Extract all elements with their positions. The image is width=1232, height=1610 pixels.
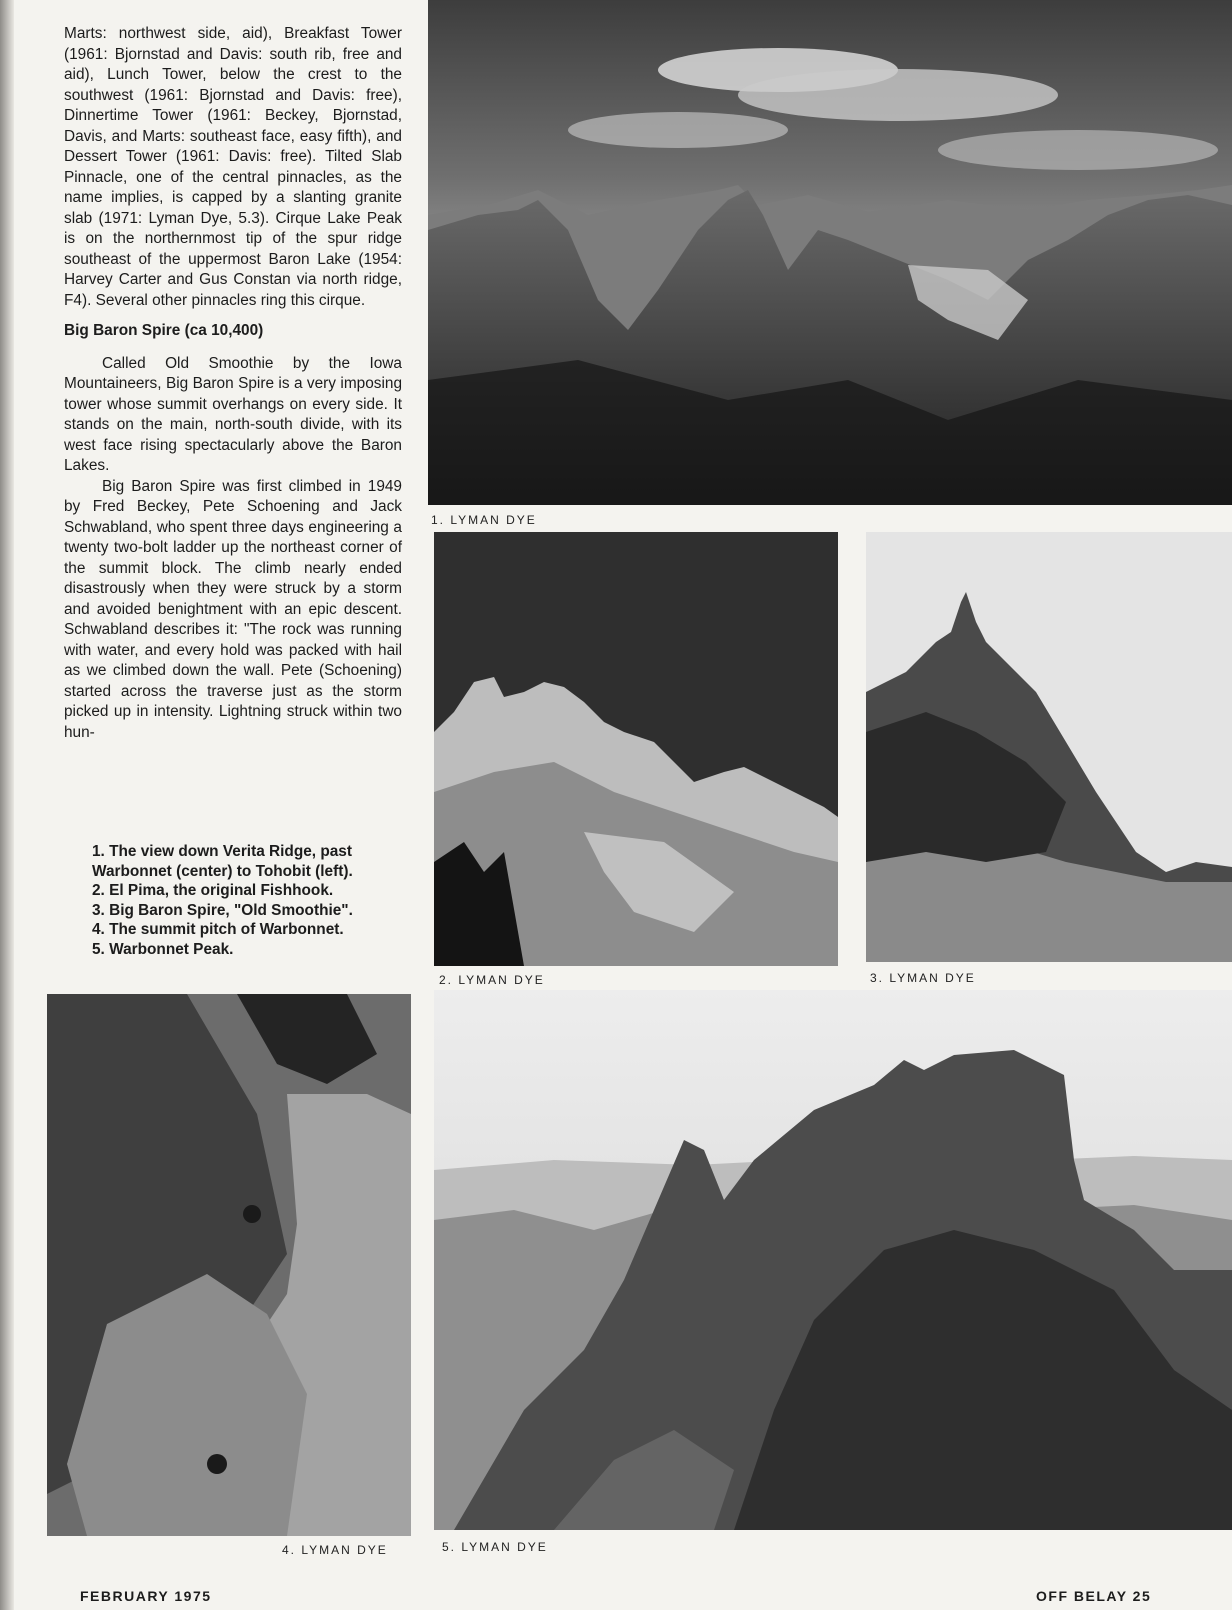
- caption-3: 3. Big Baron Spire, "Old Smoothie".: [92, 901, 353, 919]
- article-text-column: [64, 24, 402, 743]
- body-paragraph-2: Called Old Smoothie by the Iowa Mountaineers, Big Baron Spire is a very imposing tower whose summit overhangs on every side. It stands on the main, north-south divide, with its west face rising spectacularly above the Baron Lakes.: [64, 354, 402, 474]
- caption-4: 4. The summit pitch of Warbonnet.: [92, 921, 344, 938]
- photo-1-credit: 1. LYMAN DYE: [431, 513, 537, 527]
- photo-5-credit: 5. LYMAN DYE: [442, 1540, 548, 1554]
- photo-5-warbonnet-peak: [434, 990, 1232, 1530]
- footer-page-number: OFF BELAY 25: [1036, 1588, 1152, 1604]
- photo-2-el-pima: [434, 532, 838, 966]
- caption-1: 1. The view down Verita Ridge, past Warbonnet (center) to Tohobit (left).: [92, 843, 353, 880]
- section-heading: Big Baron Spire (ca 10,400): [64, 322, 264, 339]
- photo-3-credit: 3. LYMAN DYE: [870, 971, 976, 985]
- photo-2-credit: 2. LYMAN DYE: [439, 973, 545, 987]
- body-paragraph-3: Big Baron Spire was first climbed in 1949 by Fred Beckey, Pete Schoening and Jack Schwabland, who spent three days engineering a twenty two-bolt ladder up the northeast corner of the summit block. The climb nearly ended disastrously when they were struck by a storm and avoided benightment with an epic descent. Schwabland describes it: "The rock was running with water, and every hold was packed with hail as we climbed down the wall. Pete (Schoening) started across the traverse just as the storm picked up in intensity. Lightning struck within two hun-: [64, 477, 402, 741]
- photo-3-big-baron-spire: [866, 532, 1232, 962]
- footer-date: FEBRUARY 1975: [80, 1588, 212, 1604]
- binding-gutter: [0, 0, 14, 1610]
- body-paragraph-1: Marts: northwest side, aid), Breakfast Tower (1961: Bjornstad and Davis: south rib, free and aid), Lunch Tower, below the crest to the southwest (1961: Bjornstad and Davis: free), Dinnertime Tower (1961: Beckey, Bjornstad, Davis, and Marts: southeast face, easy fifth), and Dessert Tower (1961: Davis: free). Tilted Slab Pinnacle, one of the central pinnacles, as the name implies, is capped by a slanting granite slab (1971: Lyman Dye, 5.3). Cirque Lake Peak is on the northernmost tip of the spur ridge southeast of the uppermost Baron Lake (1954: Harvey Carter and Gus Constan via north ridge, F4). Several other pinnacles ring this cirque.: [64, 25, 402, 309]
- caption-5: 5. Warbonnet Peak.: [92, 940, 234, 958]
- photo-4-summit-pitch: [47, 994, 411, 1536]
- caption-2: 2. El Pima, the original Fishhook.: [92, 882, 334, 899]
- photo-1-verita-ridge: [428, 0, 1232, 505]
- photo-4-credit: 4. LYMAN DYE: [282, 1543, 388, 1557]
- photo-captions: [92, 842, 412, 959]
